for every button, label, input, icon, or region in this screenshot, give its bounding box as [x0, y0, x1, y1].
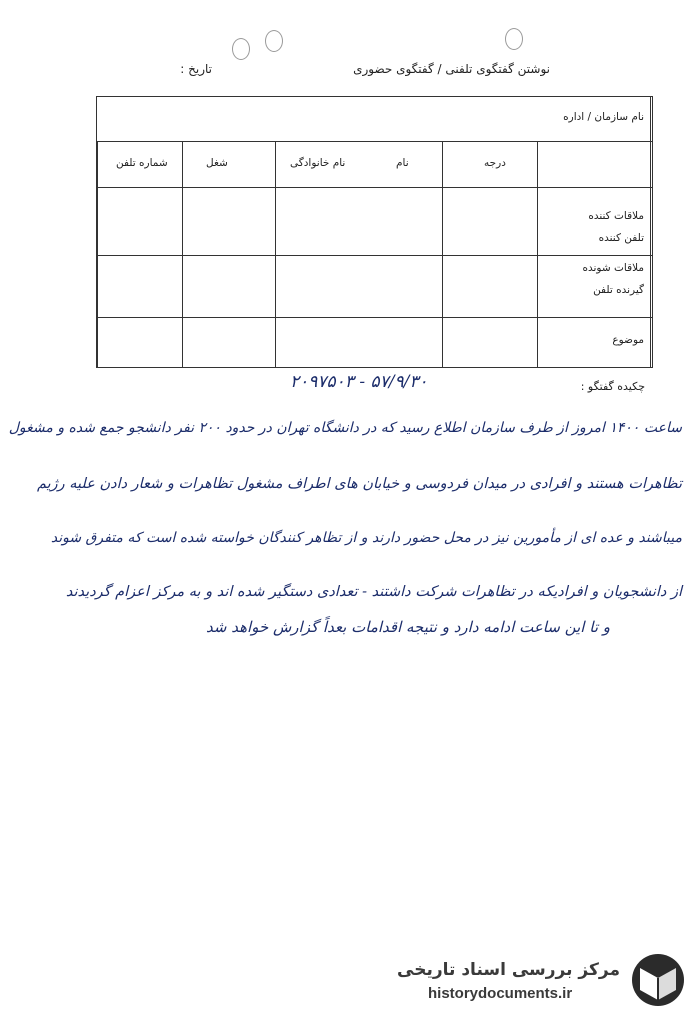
handwritten-line: و تا این ساعت ادامه دارد و نتیجه اقدامات بعداً گزارش خواهد شد [206, 618, 610, 636]
column-last-name: نام خانوادگی [290, 157, 346, 169]
handwritten-line: از دانشجویان و افرادیکه در تظاهرات شرکت داشتند - تعدادی دستگیر شده اند و به مرکز اعزام گردیدند [65, 584, 682, 600]
punch-hole-right [505, 28, 523, 50]
date-label: تاریخ : [180, 62, 212, 76]
archive-logo-icon [628, 952, 688, 1008]
summary-label: چکیده گفتگو : [580, 380, 645, 393]
column-phone: شماره تلفن [116, 157, 168, 169]
watermark-url: historydocuments.ir [428, 985, 573, 1002]
phone-receiver-label: گیرنده تلفن [593, 284, 644, 296]
punch-hole-left [232, 38, 250, 60]
handwritten-line: ساعت ۱۴۰۰ امروز از طرف سازمان اطلاع رسید که در دانشگاه تهران در حدود ۲۰۰ نفر دانشجو جمع شده و مشغول [8, 420, 682, 436]
handwritten-line: تظاهرات هستند و افرادی در میدان فردوسی و خیابان های اطراف مشغول تظاهرات و شعار دادن علیه رژیم [36, 476, 682, 492]
conversation-form [96, 96, 653, 368]
subject-label: موضوع [612, 334, 644, 346]
org-name-label: نام سازمان / اداره [563, 111, 644, 123]
form-title: نوشتن گفتگوی تلفنی / گفتگوی حضوری [353, 62, 550, 76]
phone-caller-label: تلفن کننده [598, 232, 644, 244]
handwritten-line: میباشند و عده ای از مأمورین نیز در محل حضور دارند و از تظاهر کنندگان خواسته شده است که متفرق شوند [50, 530, 682, 546]
receiver-label: ملاقات شونده [582, 262, 644, 274]
caller-label: ملاقات کننده [588, 210, 644, 222]
punch-hole-center [265, 30, 283, 52]
watermark-name: مرکز بررسی اسناد تاریخی [397, 960, 620, 980]
summary-value: ۵۷/۹/۳۰ - ۲۰۹۷۵۰۳ [290, 372, 428, 392]
column-rank: درجه [484, 157, 506, 169]
column-first-name: نام [396, 157, 409, 169]
column-job: شغل [206, 157, 228, 169]
